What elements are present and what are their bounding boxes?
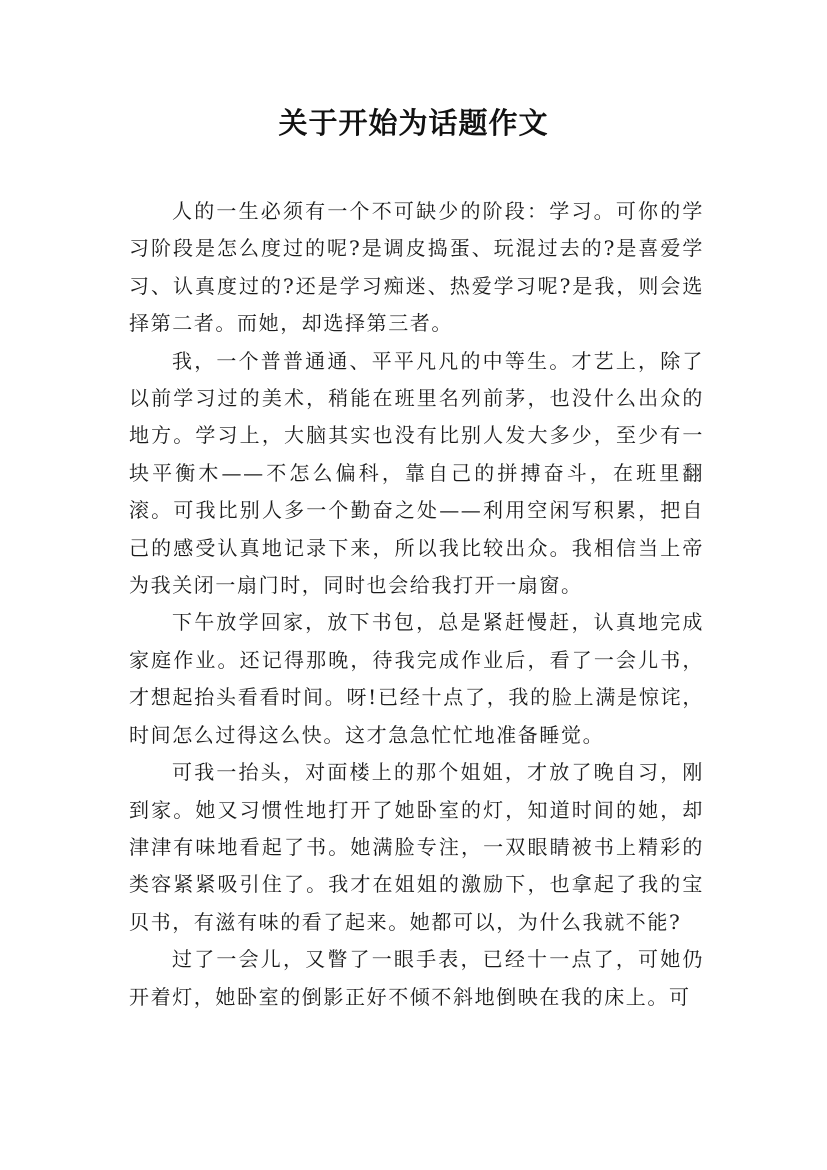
paragraph-3: 下午放学回家，放下书包，总是紧赶慢赶，认真地完成家庭作业。还记得那晚，待我完成作业后，看了一会儿书，才想起抬头看看时间。呀!已经十点了，我的脸上满是惊诧，时间怎么过得这么快。这才急急忙忙地准备睡觉。: [129, 610, 704, 747]
document-title: 关于开始为话题作文: [278, 106, 549, 140]
paragraph-2: 我，一个普普通通、平平凡凡的中等生。才艺上，除了以前学习过的美术，稍能在班里名列前茅，也没什么出众的地方。学习上，大脑其实也没有比别人发大多少，至少有一块平衡木——不怎么偏科，靠自己的拼搏奋斗，在班里翻滚。可我比别人多一个勤奋之处——利用空闲写积累，把自己的感受认真地记录下来，所以我比较出众。我相信当上帝为我关闭一扇门时，同时也会给我打开一扇窗。: [129, 348, 704, 598]
document-body: [129, 193, 704, 1016]
paragraph-4: 可我一抬头，对面楼上的那个姐姐，才放了晚自习，刚到家。她又习惯性地打开了她卧室的灯，知道时间的她，却津津有味地看起了书。她满脸专注，一双眼睛被书上精彩的类容紧紧吸引住了。我才在姐姐的激励下，也拿起了我的宝贝书，有滋有味的看了起来。她都可以，为什么我就不能?: [129, 760, 704, 934]
paragraph-1: 人的一生必须有一个不可缺少的阶段：学习。可你的学习阶段是怎么度过的呢?是调皮捣蛋、玩混过去的?是喜爱学习、认真度过的?还是学习痴迷、热爱学习呢?是我，则会选择第二者。而她，却选择第三者。: [129, 199, 704, 336]
paragraph-5: 过了一会儿，又瞥了一眼手表，已经十一点了，可她仍开着灯，她卧室的倒影正好不倾不斜地倒映在我的床上。可: [129, 947, 704, 1009]
